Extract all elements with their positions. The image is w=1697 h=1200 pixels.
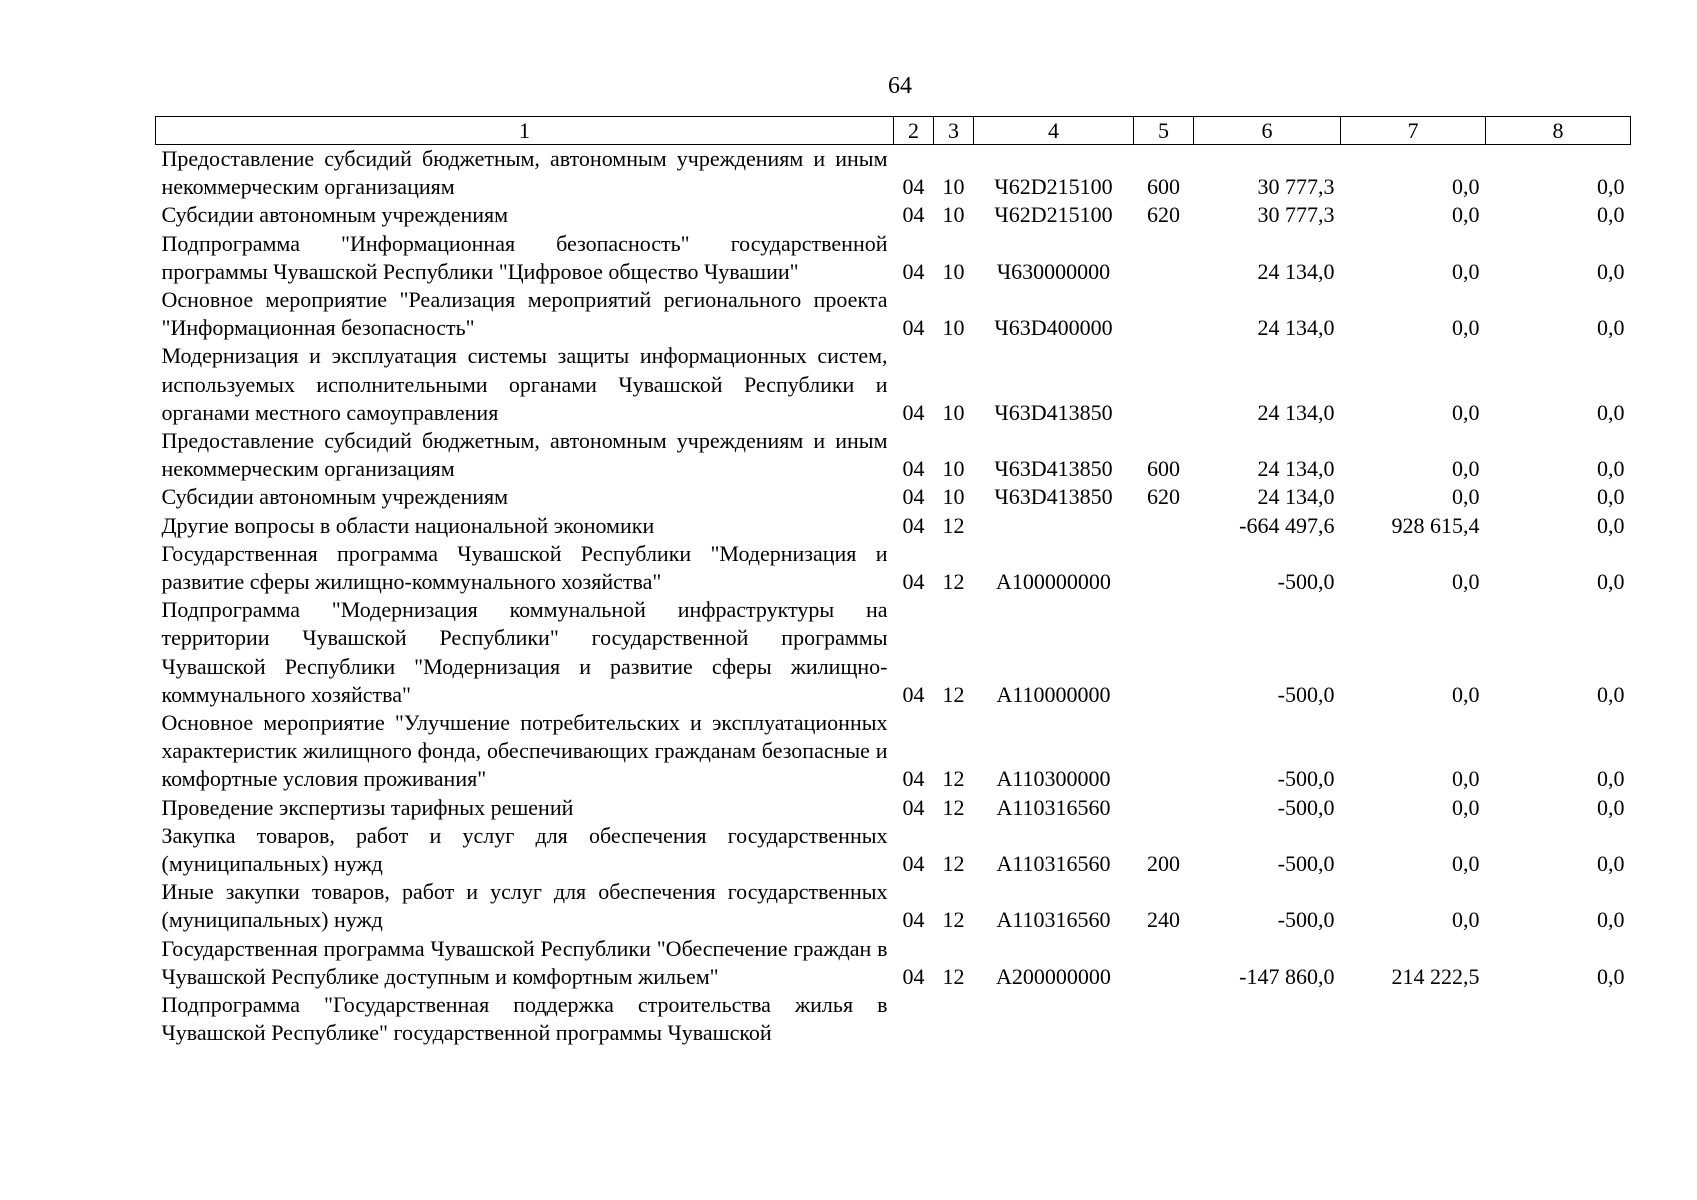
amount-cell: 0,0 bbox=[1452, 315, 1480, 341]
amount-cell: -500,0 bbox=[1277, 794, 1335, 820]
amount-cell: -147 860,0 bbox=[1239, 963, 1335, 989]
amount-cell: 0,0 bbox=[1452, 851, 1480, 877]
subsection-code-cell: 12 bbox=[942, 907, 965, 933]
subsection-code-cell: 12 bbox=[942, 569, 965, 595]
section-code-cell: 04 bbox=[902, 315, 925, 341]
table-row bbox=[156, 794, 1631, 822]
row-name-cell: Проведение экспертизы тарифных решений bbox=[161, 794, 574, 820]
target-article-cell: А110000000 bbox=[996, 681, 1111, 707]
amount-cell: 0,0 bbox=[1597, 963, 1625, 989]
row-name-cell: Государственная программа Чувашской Республики "Обеспечение граждан в Чувашской Республике доступным и комфортным жильем" bbox=[161, 935, 888, 989]
amount-cell: 0,0 bbox=[1597, 766, 1625, 792]
section-code-cell: 04 bbox=[902, 258, 925, 284]
row-name-cell: Иные закупки товаров, работ и услуг для обеспечения государственных (муниципальных) нужд bbox=[161, 879, 888, 933]
amount-cell: 0,0 bbox=[1597, 907, 1625, 933]
row-name-cell: Подпрограмма "Государственная поддержка строительства жилья в Чувашской Республике" государственной программы Чувашской bbox=[161, 992, 888, 1046]
amount-cell: -500,0 bbox=[1277, 907, 1335, 933]
subsection-code-cell: 12 bbox=[942, 851, 965, 877]
section-code-cell: 04 bbox=[902, 202, 925, 228]
expense-type-cell: 600 bbox=[1147, 174, 1180, 200]
expense-type-cell: 600 bbox=[1147, 456, 1180, 482]
header-row bbox=[156, 117, 1631, 145]
amount-cell: 0,0 bbox=[1452, 258, 1480, 284]
amount-cell: 24 134,0 bbox=[1257, 484, 1335, 510]
amount-cell: 0,0 bbox=[1452, 202, 1480, 228]
subsection-code-cell: 10 bbox=[942, 399, 965, 425]
subsection-code-cell: 10 bbox=[942, 484, 965, 510]
amount-cell: 0,0 bbox=[1452, 484, 1480, 510]
amount-cell: -664 497,6 bbox=[1239, 512, 1335, 538]
target-article-cell: Ч62D215100 bbox=[994, 174, 1113, 200]
section-code-cell: 04 bbox=[902, 794, 925, 820]
amount-cell: 0,0 bbox=[1597, 484, 1625, 510]
section-code-cell: 04 bbox=[902, 766, 925, 792]
amount-cell: 0,0 bbox=[1597, 258, 1625, 284]
subsection-code-cell: 12 bbox=[942, 963, 965, 989]
amount-cell: 214 222,5 bbox=[1391, 963, 1480, 989]
expense-type-cell bbox=[1134, 512, 1194, 540]
table-row bbox=[156, 822, 1631, 878]
expense-type-cell bbox=[1134, 342, 1194, 427]
row-name-cell: Государственная программа Чувашской Республики "Модернизация и развитие сферы жилищно-коммунального хозяйства" bbox=[161, 540, 888, 595]
amount-cell bbox=[1194, 991, 1341, 1047]
amount-cell: 0,0 bbox=[1452, 681, 1480, 707]
table-row bbox=[156, 540, 1631, 596]
row-name-cell: Основное мероприятие "Реализация мероприятий регионального проекта "Информационная безопасность" bbox=[161, 287, 888, 341]
target-article-cell: А110316560 bbox=[996, 851, 1111, 877]
target-article-cell bbox=[974, 991, 1134, 1047]
row-name-cell: Другие вопросы в области национальной экономики bbox=[161, 512, 655, 538]
column-header: 8 bbox=[1486, 117, 1631, 145]
target-article-cell: А110300000 bbox=[996, 766, 1111, 792]
amount-cell: 24 134,0 bbox=[1257, 456, 1335, 482]
amount-cell: 0,0 bbox=[1597, 512, 1625, 538]
amount-cell: 24 134,0 bbox=[1257, 315, 1335, 341]
page-number: 64 bbox=[888, 73, 912, 99]
target-article-cell: Ч62D215100 bbox=[994, 202, 1113, 228]
subsection-code-cell: 10 bbox=[942, 202, 965, 228]
amount-cell: 30 777,3 bbox=[1257, 202, 1335, 228]
amount-cell: -500,0 bbox=[1277, 681, 1335, 707]
table-row bbox=[156, 342, 1631, 427]
table-row bbox=[156, 935, 1631, 991]
target-article-cell: Ч63D400000 bbox=[994, 315, 1113, 341]
expense-type-cell bbox=[1134, 935, 1194, 991]
row-name-cell: Подпрограмма "Модернизация коммунальной инфраструктуры на территории Чувашской Республики" государственной программы Чувашской Республики "Модернизация и развитие сферы жилищно-коммунального хозяйства" bbox=[161, 597, 888, 707]
column-header: 1 bbox=[156, 117, 894, 145]
expense-type-cell: 620 bbox=[1147, 484, 1180, 510]
amount-cell: 0,0 bbox=[1597, 399, 1625, 425]
subsection-code-cell: 10 bbox=[942, 258, 965, 284]
table-row bbox=[156, 286, 1631, 342]
section-code-cell: 04 bbox=[902, 681, 925, 707]
column-header: 7 bbox=[1341, 117, 1486, 145]
amount-cell: 0,0 bbox=[1452, 794, 1480, 820]
section-code-cell: 04 bbox=[902, 569, 925, 595]
expense-type-cell bbox=[1134, 286, 1194, 342]
column-header: 6 bbox=[1194, 117, 1341, 145]
section-code-cell: 04 bbox=[902, 963, 925, 989]
row-name-cell: Модернизация и эксплуатация системы защиты информационных систем, используемых исполнительными органами Чувашской Республики и органами местного самоуправления bbox=[161, 343, 888, 425]
subsection-code-cell: 12 bbox=[942, 512, 965, 538]
section-code-cell: 04 bbox=[902, 512, 925, 538]
amount-cell bbox=[1341, 991, 1486, 1047]
section-code-cell: 04 bbox=[902, 484, 925, 510]
amount-cell: 0,0 bbox=[1597, 456, 1625, 482]
table-row bbox=[156, 201, 1631, 229]
row-name-cell: Предоставление субсидий бюджетным, автономным учреждениям и иным некоммерческим организациям bbox=[161, 428, 888, 482]
amount-cell: 0,0 bbox=[1597, 174, 1625, 200]
amount-cell: 0,0 bbox=[1452, 569, 1480, 595]
expense-type-cell bbox=[1134, 794, 1194, 822]
amount-cell: 0,0 bbox=[1597, 569, 1625, 595]
amount-cell: 24 134,0 bbox=[1257, 258, 1335, 284]
expense-type-cell: 620 bbox=[1147, 202, 1180, 228]
column-header: 4 bbox=[974, 117, 1134, 145]
column-header: 3 bbox=[934, 117, 974, 145]
table-row bbox=[156, 483, 1631, 511]
subsection-code-cell: 10 bbox=[942, 456, 965, 482]
expense-type-cell bbox=[1134, 540, 1194, 596]
amount-cell bbox=[1486, 991, 1631, 1047]
subsection-code-cell: 10 bbox=[942, 174, 965, 200]
amount-cell: 0,0 bbox=[1597, 851, 1625, 877]
budget-table bbox=[155, 116, 1631, 1048]
amount-cell: 0,0 bbox=[1452, 907, 1480, 933]
table-row bbox=[156, 596, 1631, 709]
column-header: 5 bbox=[1134, 117, 1194, 145]
subsection-code-cell: 12 bbox=[942, 794, 965, 820]
row-name-cell: Основное мероприятие "Улучшение потребительских и эксплуатационных характеристик жилищного фонда, обеспечивающих гражданам безопасные и комфортные условия проживания" bbox=[161, 710, 888, 792]
amount-cell: 30 777,3 bbox=[1257, 174, 1335, 200]
table-row bbox=[156, 991, 1631, 1047]
amount-cell: 24 134,0 bbox=[1257, 399, 1335, 425]
subsection-code-cell bbox=[934, 991, 974, 1047]
expense-type-cell bbox=[1134, 709, 1194, 794]
target-article-cell: Ч63D413850 bbox=[994, 399, 1113, 425]
target-article-cell: Ч630000000 bbox=[996, 258, 1111, 284]
expense-type-cell bbox=[1134, 596, 1194, 709]
amount-cell: 0,0 bbox=[1597, 315, 1625, 341]
amount-cell: 0,0 bbox=[1452, 766, 1480, 792]
section-code-cell: 04 bbox=[902, 456, 925, 482]
row-name-cell: Подпрограмма "Информационная безопасность" государственной программы Чувашской Республики "Цифровое общество Чувашии" bbox=[161, 230, 888, 284]
section-code-cell bbox=[894, 991, 934, 1047]
row-name-cell: Закупка товаров, работ и услуг для обеспечения государственных (муниципальных) нужд bbox=[161, 822, 888, 877]
subsection-code-cell: 10 bbox=[942, 315, 965, 341]
section-code-cell: 04 bbox=[902, 907, 925, 933]
section-code-cell: 04 bbox=[902, 174, 925, 200]
section-code-cell: 04 bbox=[902, 851, 925, 877]
table-row bbox=[156, 230, 1631, 286]
amount-cell: 0,0 bbox=[1452, 174, 1480, 200]
target-article-cell bbox=[974, 512, 1134, 540]
expense-type-cell bbox=[1134, 991, 1194, 1047]
amount-cell: 0,0 bbox=[1452, 456, 1480, 482]
expense-type-cell: 240 bbox=[1147, 907, 1180, 933]
target-article-cell: А110316560 bbox=[996, 907, 1111, 933]
subsection-code-cell: 12 bbox=[942, 681, 965, 707]
row-name-cell: Субсидии автономным учреждениям bbox=[161, 202, 509, 228]
amount-cell: 0,0 bbox=[1452, 399, 1480, 425]
table-row bbox=[156, 709, 1631, 794]
amount-cell: 0,0 bbox=[1597, 794, 1625, 820]
target-article-cell: А110316560 bbox=[996, 794, 1111, 820]
row-name-cell: Субсидии автономным учреждениям bbox=[161, 484, 509, 510]
section-code-cell: 04 bbox=[902, 399, 925, 425]
amount-cell: -500,0 bbox=[1277, 569, 1335, 595]
table-row bbox=[156, 512, 1631, 540]
amount-cell: -500,0 bbox=[1277, 766, 1335, 792]
expense-type-cell: 200 bbox=[1147, 851, 1180, 877]
amount-cell: 0,0 bbox=[1597, 202, 1625, 228]
target-article-cell: Ч63D413850 bbox=[994, 456, 1113, 482]
target-article-cell: Ч63D413850 bbox=[994, 484, 1113, 510]
amount-cell: -500,0 bbox=[1277, 851, 1335, 877]
table-row bbox=[156, 878, 1631, 934]
amount-cell: 928 615,4 bbox=[1391, 512, 1480, 538]
target-article-cell: А100000000 bbox=[996, 569, 1111, 595]
table-row bbox=[156, 427, 1631, 483]
expense-type-cell bbox=[1134, 230, 1194, 286]
table-body bbox=[156, 145, 1631, 1048]
table-row bbox=[156, 145, 1631, 202]
row-name-cell: Предоставление субсидий бюджетным, автономным учреждениям и иным некоммерческим организациям bbox=[161, 146, 888, 200]
column-header: 2 bbox=[894, 117, 934, 145]
target-article-cell: А200000000 bbox=[996, 963, 1111, 989]
subsection-code-cell: 12 bbox=[942, 766, 965, 792]
amount-cell: 0,0 bbox=[1597, 681, 1625, 707]
